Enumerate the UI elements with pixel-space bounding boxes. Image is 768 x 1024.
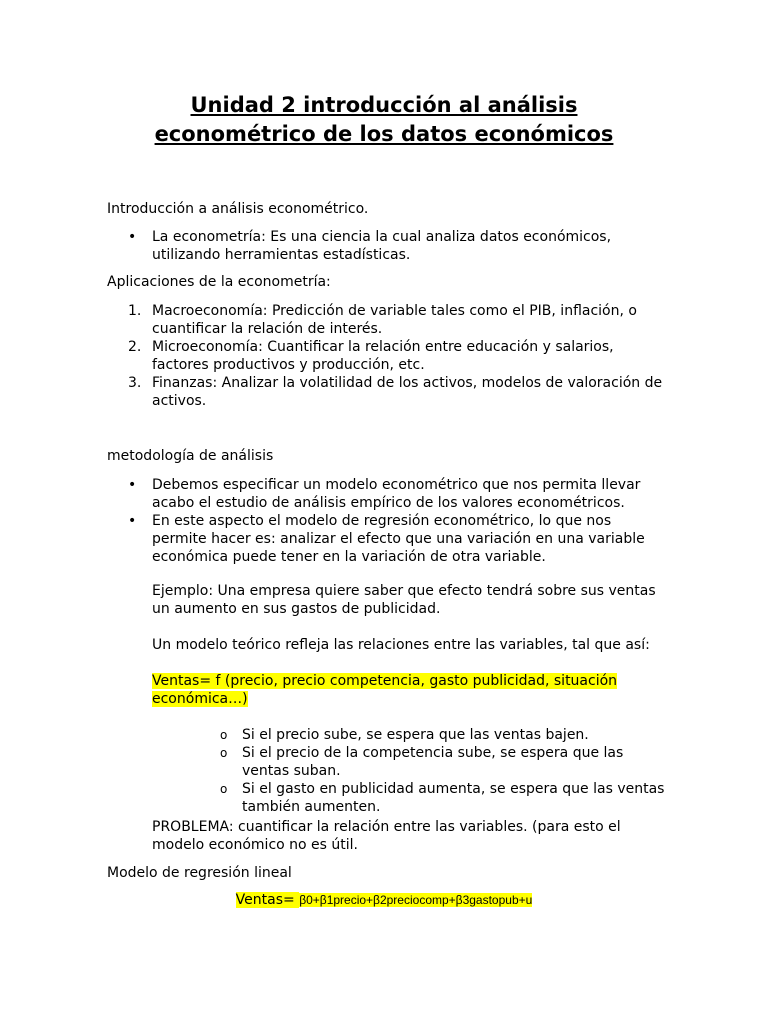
list-item: • La econometría: Es una ciencia la cual analiza datos económicos, utilizando herramientas estadísticas.	[128, 229, 612, 263]
formula-lead: Ventas=	[235, 892, 300, 908]
circle-bullet-icon: o	[220, 782, 228, 796]
list-item: o Si el precio de la competencia sube, se espera que las ventas suban.	[220, 745, 624, 779]
list-item: • En este aspecto el modelo de regresión econométrico, lo que nos permite hacer es: analizar el efecto que una variación en una variable económica puede tener en la variación de otra variable.	[128, 513, 645, 565]
document-title	[0, 91, 768, 149]
expectations-list	[220, 726, 667, 816]
model-intro: Un modelo teórico refleja las relaciones entre las variables, tal que así:	[152, 637, 650, 653]
list-item: 3. Finanzas: Analizar la volatilidad de los activos, modelos de valoración de activos.	[128, 375, 663, 409]
model-equation: Ventas= f (precio, precio competencia, gasto publicidad, situación económica…)	[152, 673, 618, 707]
methodology-bullet-list	[128, 476, 667, 566]
list-item: 1. Macroeconomía: Predicción de variable tales como el PIB, inflación, o cuantificar la relación de interés.	[128, 303, 637, 337]
list-item: 2. Microeconomía: Cuantificar la relación entre educación y salarios, factores productivos y producción, etc.	[128, 339, 614, 373]
example-paragraph: Ejemplo: Una empresa quiere saber que efecto tendrá sobre sus ventas un aumento en sus gastos de publicidad.	[152, 583, 656, 617]
list-item: o Si el gasto en publicidad aumenta, se espera que las ventas también aumenten.	[220, 781, 665, 815]
bullet-icon: •	[128, 229, 137, 245]
problem-paragraph: PROBLEMA: cuantificar la relación entre las variables. (para esto el modelo económico no es útil.	[152, 819, 621, 853]
applications-list	[128, 302, 667, 410]
formula-body: β0+β1precio+β2preciocomp+β3gastopub+u	[299, 893, 533, 907]
intro-bullet-list	[128, 228, 667, 264]
title-line-1: Unidad 2 introducción al análisis	[190, 93, 578, 117]
circle-bullet-icon: o	[220, 746, 228, 760]
applications-heading: Aplicaciones de la econometría:	[107, 274, 331, 290]
list-item: o Si el precio sube, se espera que las ventas bajen.	[220, 727, 589, 743]
title-line-2: econométrico de los datos económicos	[154, 122, 614, 146]
intro-heading: Introducción a análisis econométrico.	[107, 201, 369, 217]
regression-heading: Modelo de regresión lineal	[107, 865, 292, 881]
regression-formula	[0, 891, 768, 909]
methodology-heading: metodología de análisis	[107, 448, 274, 464]
circle-bullet-icon: o	[220, 728, 228, 742]
bullet-icon: •	[128, 477, 137, 493]
list-item: • Debemos especificar un modelo econométrico que nos permita llevar acabo el estudio de análisis empírico de los valores econométricos.	[128, 477, 641, 511]
bullet-icon: •	[128, 513, 137, 529]
